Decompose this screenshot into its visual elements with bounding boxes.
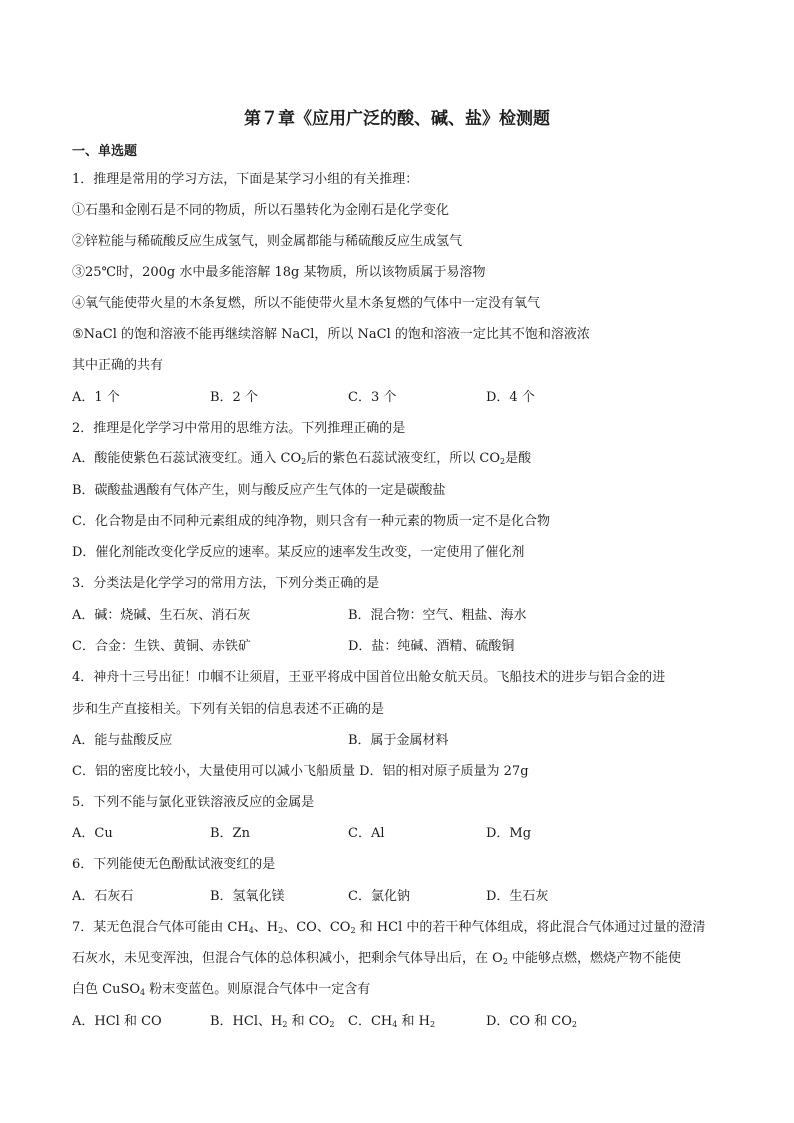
question-3-option-b: B．混合物：空气、粗盐、海水 — [348, 608, 527, 623]
question-4-option-c: C．铝的密度比较小，大量使用可以减小飞船质量 — [72, 764, 355, 779]
question-1-statement-1: ①石墨和金刚石是不同的物质，所以石墨转化为金刚石是化学变化 — [72, 203, 450, 218]
question-5-option-d: D．Mg — [486, 826, 532, 841]
question-6-option-b: B．氢氧化镁 — [210, 889, 285, 904]
question-4-option-b: B．属于金属材料 — [348, 733, 449, 748]
question-3-stem: 3．分类法是化学学习的常用方法，下列分类正确的是 — [72, 576, 380, 591]
question-7-stem-line-1: 7．某无色混合气体可能由 $CH_4$、$H_2$、CO、$CO_2$ 和 HCl 中的若干种气体组成，将此混合气体通过过量的澄清 — [72, 920, 706, 935]
section-heading: 一、单选题 — [72, 144, 138, 159]
question-6-option-c: C．氯化钠 — [348, 889, 410, 904]
question-4-stem-line-1: 4．神舟十三号出征！巾帼不让须眉，王亚平将成中国首位出舱女航天员。飞船技术的进步与铝合金的进 — [72, 670, 666, 685]
question-2-stem: 2．推理是化学学习中常用的思维方法。下列推理正确的是 — [72, 421, 406, 436]
question-4-option-d: D．铝的相对原子质量为 27g — [359, 764, 529, 779]
question-7-option-a: A．HCl 和 CO — [72, 1014, 162, 1029]
question-3-option-a: A．碱：烧碱、生石灰、消石灰 — [72, 608, 251, 623]
question-6-option-a: A．石灰石 — [72, 889, 134, 904]
question-7-option-b: B．HCl、$H_2$ 和 $CO_2$ — [210, 1014, 335, 1029]
question-4-option-c-d — [72, 760, 529, 779]
question-2-option-c: C．化合物是由不同种元素组成的纯净物，则只含有一种元素的物质一定不是化合物 — [72, 514, 550, 529]
question-4-stem-line-2: 步和生产直接相关。下列有关铝的信息表述不正确的是 — [72, 702, 385, 717]
question-4-option-a: A．能与盐酸反应 — [72, 733, 173, 748]
question-3-option-d: D．盐：纯碱、酒精、硫酸铜 — [348, 639, 515, 654]
question-2-option-a: A．酸能使紫色石蕊试液变红。通入 $CO_2$后的紫色石蕊试液变红，所以 $CO_2$是酸 — [72, 451, 532, 466]
question-7-stem-line-2: 石灰水，未见变浑浊，但混合气体的总体积减小，把剩余气体导出后，在 $O_2$ 中能够点燃，燃烧产物不能使 — [72, 951, 682, 966]
question-7-option-d: D．CO 和 $CO_2$ — [486, 1014, 577, 1029]
question-1-option-d: D．4 个 — [486, 390, 535, 405]
question-2-option-d: D．催化剂能改变化学反应的速率。某反应的速率发生改变，一定使用了催化剂 — [72, 545, 525, 560]
question-1-ask: 其中正确的共有 — [72, 358, 164, 373]
question-1-statement-3: ③25℃时，200g 水中最多能溶解 18g 某物质，所以该物质属于易溶物 — [72, 265, 486, 280]
question-2-option-b: B．碳酸盐遇酸有气体产生，则与酸反应产生气体的一定是碳酸盐 — [72, 483, 446, 498]
question-1-option-a: A．1 个 — [72, 390, 120, 405]
question-7-option-c: C．$CH_4$ 和 $H_2$ — [348, 1014, 436, 1029]
question-1-stem: 1．推理是常用的学习方法，下面是某学习小组的有关推理： — [72, 172, 419, 187]
question-5-stem: 5．下列不能与氯化亚铁溶液反应的金属是 — [72, 795, 315, 810]
question-5-option-c: C．Al — [348, 826, 385, 841]
question-1-statement-4: ④氧气能使带火星的木条复燃，所以不能使带火星木条复燃的气体中一定没有氧气 — [72, 296, 541, 311]
question-5-option-b: B．Zn — [210, 826, 250, 841]
question-6-stem: 6．下列能使无色酚酞试液变红的是 — [72, 857, 276, 872]
question-1-option-c: C．3 个 — [348, 390, 397, 405]
question-6-option-d: D．生石灰 — [486, 889, 549, 904]
page-title: 第７章《应用广泛的酸、碱、盐》检测题 — [244, 109, 550, 129]
question-3-option-c: C．合金：生铁、黄铜、赤铁矿 — [72, 639, 251, 654]
question-1-statement-5: ⑤NaCl 的饱和溶液不能再继续溶解 NaCl，所以 NaCl 的饱和溶液一定比其不饱和溶液浓 — [72, 327, 590, 342]
question-1-option-b: B．2 个 — [210, 390, 258, 405]
question-1-statement-2: ②锌粒能与稀硫酸反应生成氢气，则金属都能与稀硫酸反应生成氢气 — [72, 234, 463, 249]
question-7-stem-line-3: 白色 CuSO$_4$ 粉末变蓝色。则原混合气体中一定含有 — [72, 982, 371, 997]
question-5-option-a: A．Cu — [72, 826, 113, 841]
